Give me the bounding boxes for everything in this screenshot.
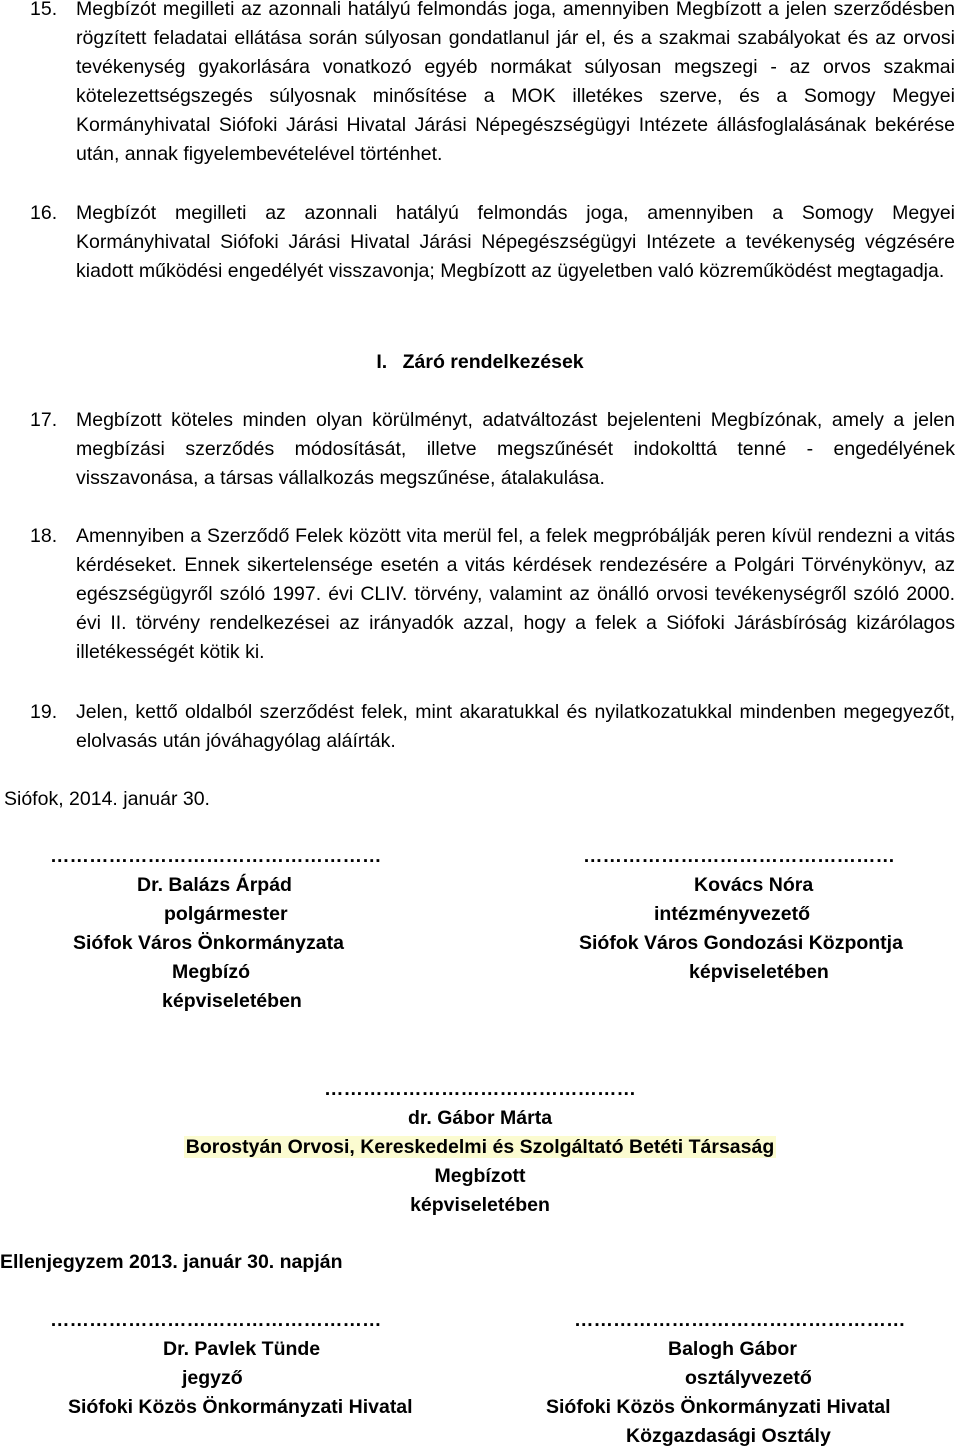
signature-block-center — [0, 1075, 960, 1220]
clause-17 — [30, 406, 955, 493]
clause-number: 19. — [30, 701, 58, 723]
signature-line: …………………………………………… — [50, 845, 382, 867]
clause-text: Jelen, kettő oldalból szerződést felek, mint akaratukkal és nyilatkozatukkal mindenben megegyezőt, elolvasás után jóváhagyólag aláírták. — [76, 701, 955, 752]
signatory-capacity: képviseletében — [162, 990, 302, 1012]
clause-number: 18. — [30, 525, 58, 547]
signatory-org: Borostyán Orvosi, Kereskedelmi és Szolgáltató Betéti Társaság — [185, 1136, 775, 1158]
countersigner-name: Balogh Gábor — [668, 1338, 797, 1360]
signatory-org: Siófok Város Önkormányzata — [73, 932, 344, 954]
clause-number: 16. — [30, 202, 58, 224]
clause-number: 15. — [30, 0, 58, 20]
countersigner-org: Siófoki Közös Önkormányzati Hivatal — [68, 1396, 413, 1418]
signatory-title: polgármester — [164, 903, 288, 925]
signatory-name: dr. Gábor Márta — [407, 1107, 553, 1129]
signature-line: …………………………………………… — [574, 1309, 906, 1331]
signature-line: ………………………………………… — [324, 1078, 636, 1100]
countersigner-name: Dr. Pavlek Tünde — [163, 1338, 321, 1360]
section-title: Záró rendelkezések — [402, 351, 584, 373]
clause-15 — [30, 0, 955, 169]
countersigner-org: Siófoki Közös Önkormányzati Hivatal — [546, 1396, 891, 1418]
signature-line: …………………………………………… — [50, 1309, 382, 1331]
section-heading — [0, 348, 960, 377]
place-date: Siófok, 2014. január 30. — [4, 788, 210, 810]
countersigner-block-left — [40, 1306, 470, 1422]
signatory-role: Megbízó — [172, 961, 250, 983]
clause-16 — [30, 199, 955, 286]
signatory-org-line — [0, 1133, 960, 1162]
clause-text: Megbízót megilleti az azonnali hatályú felmondás joga, amennyiben Megbízott a jelen szerződésben rögzített feladatai ellátása során súlyosan gondatlanul jár el, és a szakmai szabályokat és az orvosi tevékenység gyakorlására vonatkozó egyéb normákat súlyosan megszegi - az orvos szakmai kötelezettségszegés súlyosnak minősítése a MOK illetékes szerve, és a Somogy Megyei Kormányhivatal Siófoki Járási Hivatal Járási Népegészségügyi Intézete állásfoglalásának bekérése után, annak figyelembevételével történhet. — [76, 0, 955, 165]
countersigner-dept: Közgazdasági Osztály — [626, 1425, 831, 1447]
countersigner-title: jegyző — [182, 1367, 243, 1389]
signatory-capacity: képviseletében — [410, 1194, 550, 1216]
signature-block-left — [40, 842, 440, 1016]
signatory-org: Siófok Város Gondozási Központja — [579, 932, 903, 954]
signature-block-right — [565, 842, 945, 987]
clause-text: Amennyiben a Szerződő Felek között vita merül fel, a felek megpróbálják peren kívül rendezni a vitás kérdéseket. Ennek sikertelensége esetén a vitás kérdések rendezésére a Polgári Törvénykönyv, az egészségügyről szóló 1997. évi CLIV. törvény, valamint az önálló orvosi tevékenységről szóló 2000. évi II. törvény rendelkezései az irányadók azzal, hogy a felek a Siófoki Járásbíróság kizárólagos illetékességét kötik ki. — [76, 525, 955, 663]
clause-19 — [30, 698, 955, 756]
clause-text: Megbízott köteles minden olyan körülményt, adatváltozást bejelenteni Megbízónak, amely a jelen megbízási szerződés módosítását, illetve megszűnését indokolttá tenné - engedélyének visszavonása, a társas vállalkozás megszűnése, átalakulása. — [76, 409, 955, 489]
clause-number: 17. — [30, 409, 58, 431]
signatory-capacity: képviseletében — [689, 961, 829, 983]
countersigner-block-right — [540, 1306, 950, 1451]
signatory-name: Kovács Nóra — [694, 874, 814, 896]
signatory-title: intézményvezető — [654, 903, 811, 925]
signature-line: ………………………………………… — [583, 845, 895, 867]
section-numeral: I. — [376, 351, 388, 373]
signatory-name: Dr. Balázs Árpád — [137, 874, 292, 896]
signatory-role: Megbízott — [434, 1165, 526, 1187]
countersigner-title: osztályvezető — [685, 1367, 812, 1389]
countersign-statement: Ellenjegyzem 2013. január 30. napján — [0, 1251, 343, 1273]
clause-18 — [30, 522, 955, 667]
clause-text: Megbízót megilleti az azonnali hatályú felmondás joga, amennyiben a Somogy Megyei Kormányhivatal Siófoki Járási Hivatal Járási Népegészségügyi Intézete a tevékenység végzésére kiadott működési engedélyét visszavonja; Megbízott az ügyeletben való közreműködést megtagadja. — [76, 202, 955, 282]
